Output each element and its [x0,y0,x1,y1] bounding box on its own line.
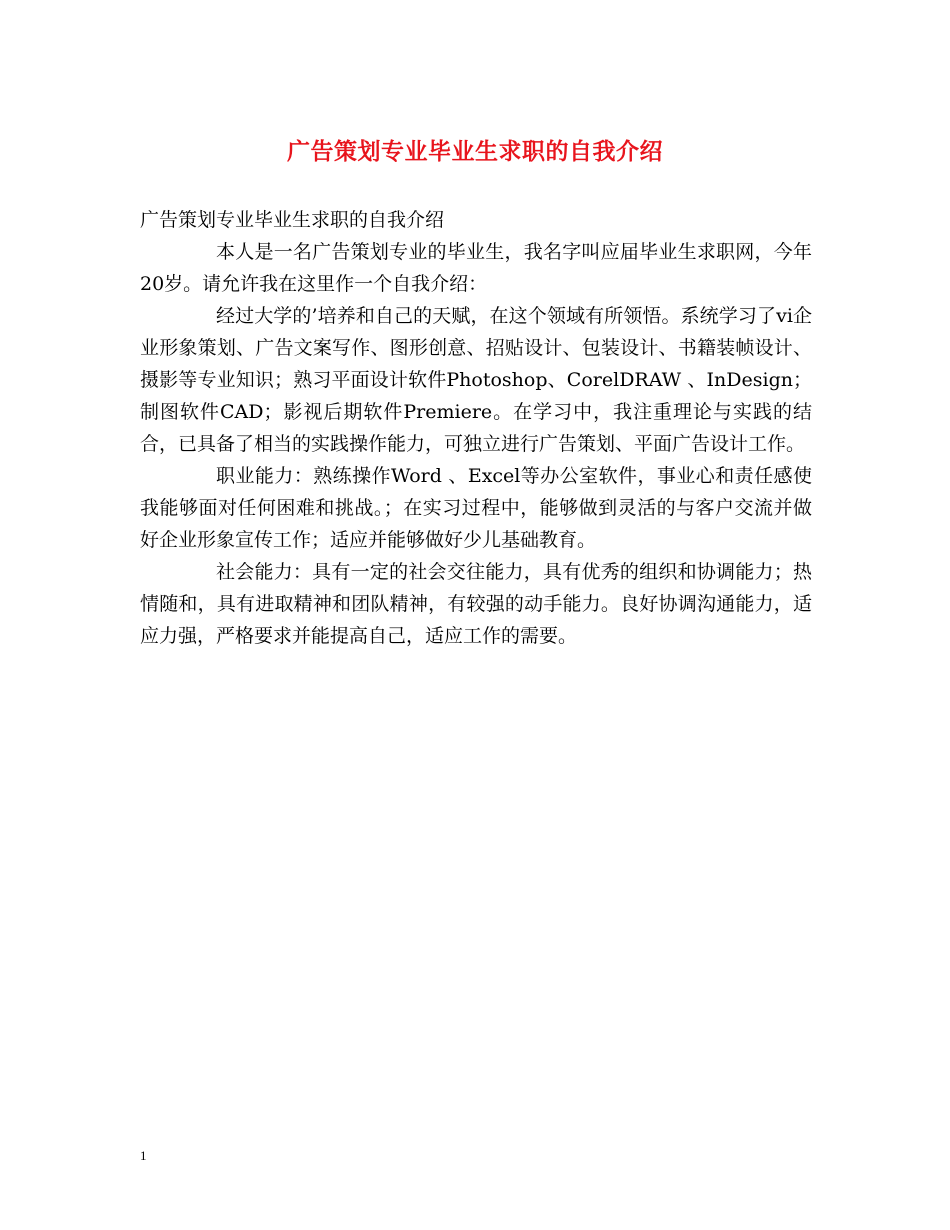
paragraph-intro: 本人是一名广告策划专业的毕业生，我名字叫应届毕业生求职网，今年20岁。请允许我在这里作一个自我介绍： [140,241,812,295]
paragraph-education: 经过大学的’培养和自己的天赋，在这个领域有所领悟。系统学习了vi企业形象策划、广告文案写作、图形创意、招贴设计、包装设计、书籍装帧设计、摄影等专业知识；熟习平面设计软件Photoshop、CorelDRAW 、InDesign；制图软件CAD；影视后期软件Premiere。在学习中，我注重理论与实践的结合，已具备了相当的实践操作能力，可独立进行广告策划、平面广告设计工作。 [140,305,812,455]
document-body [140,204,812,652]
paragraph-social-skills: 社会能力：具有一定的社会交往能力，具有优秀的组织和协调能力；热情随和，具有进取精神和团队精神，有较强的动手能力。良好协调沟通能力，适应力强，严格要求并能提高自己，适应工作的需要。 [140,561,812,647]
paragraph-professional-skills: 职业能力：熟练操作Word 、Excel等办公室软件，事业心和责任感使我能够面对任何困难和挑战。；在实习过程中，能够做到灵活的与客户交流并做好企业形象宣传工作；适应并能够做好少儿基础教育。 [140,465,812,551]
page-number: 1 [140,1148,147,1163]
document-title: 广告策划专业毕业生求职的自我介绍 [287,138,663,165]
document-subtitle: 广告策划专业毕业生求职的自我介绍 [140,209,445,231]
